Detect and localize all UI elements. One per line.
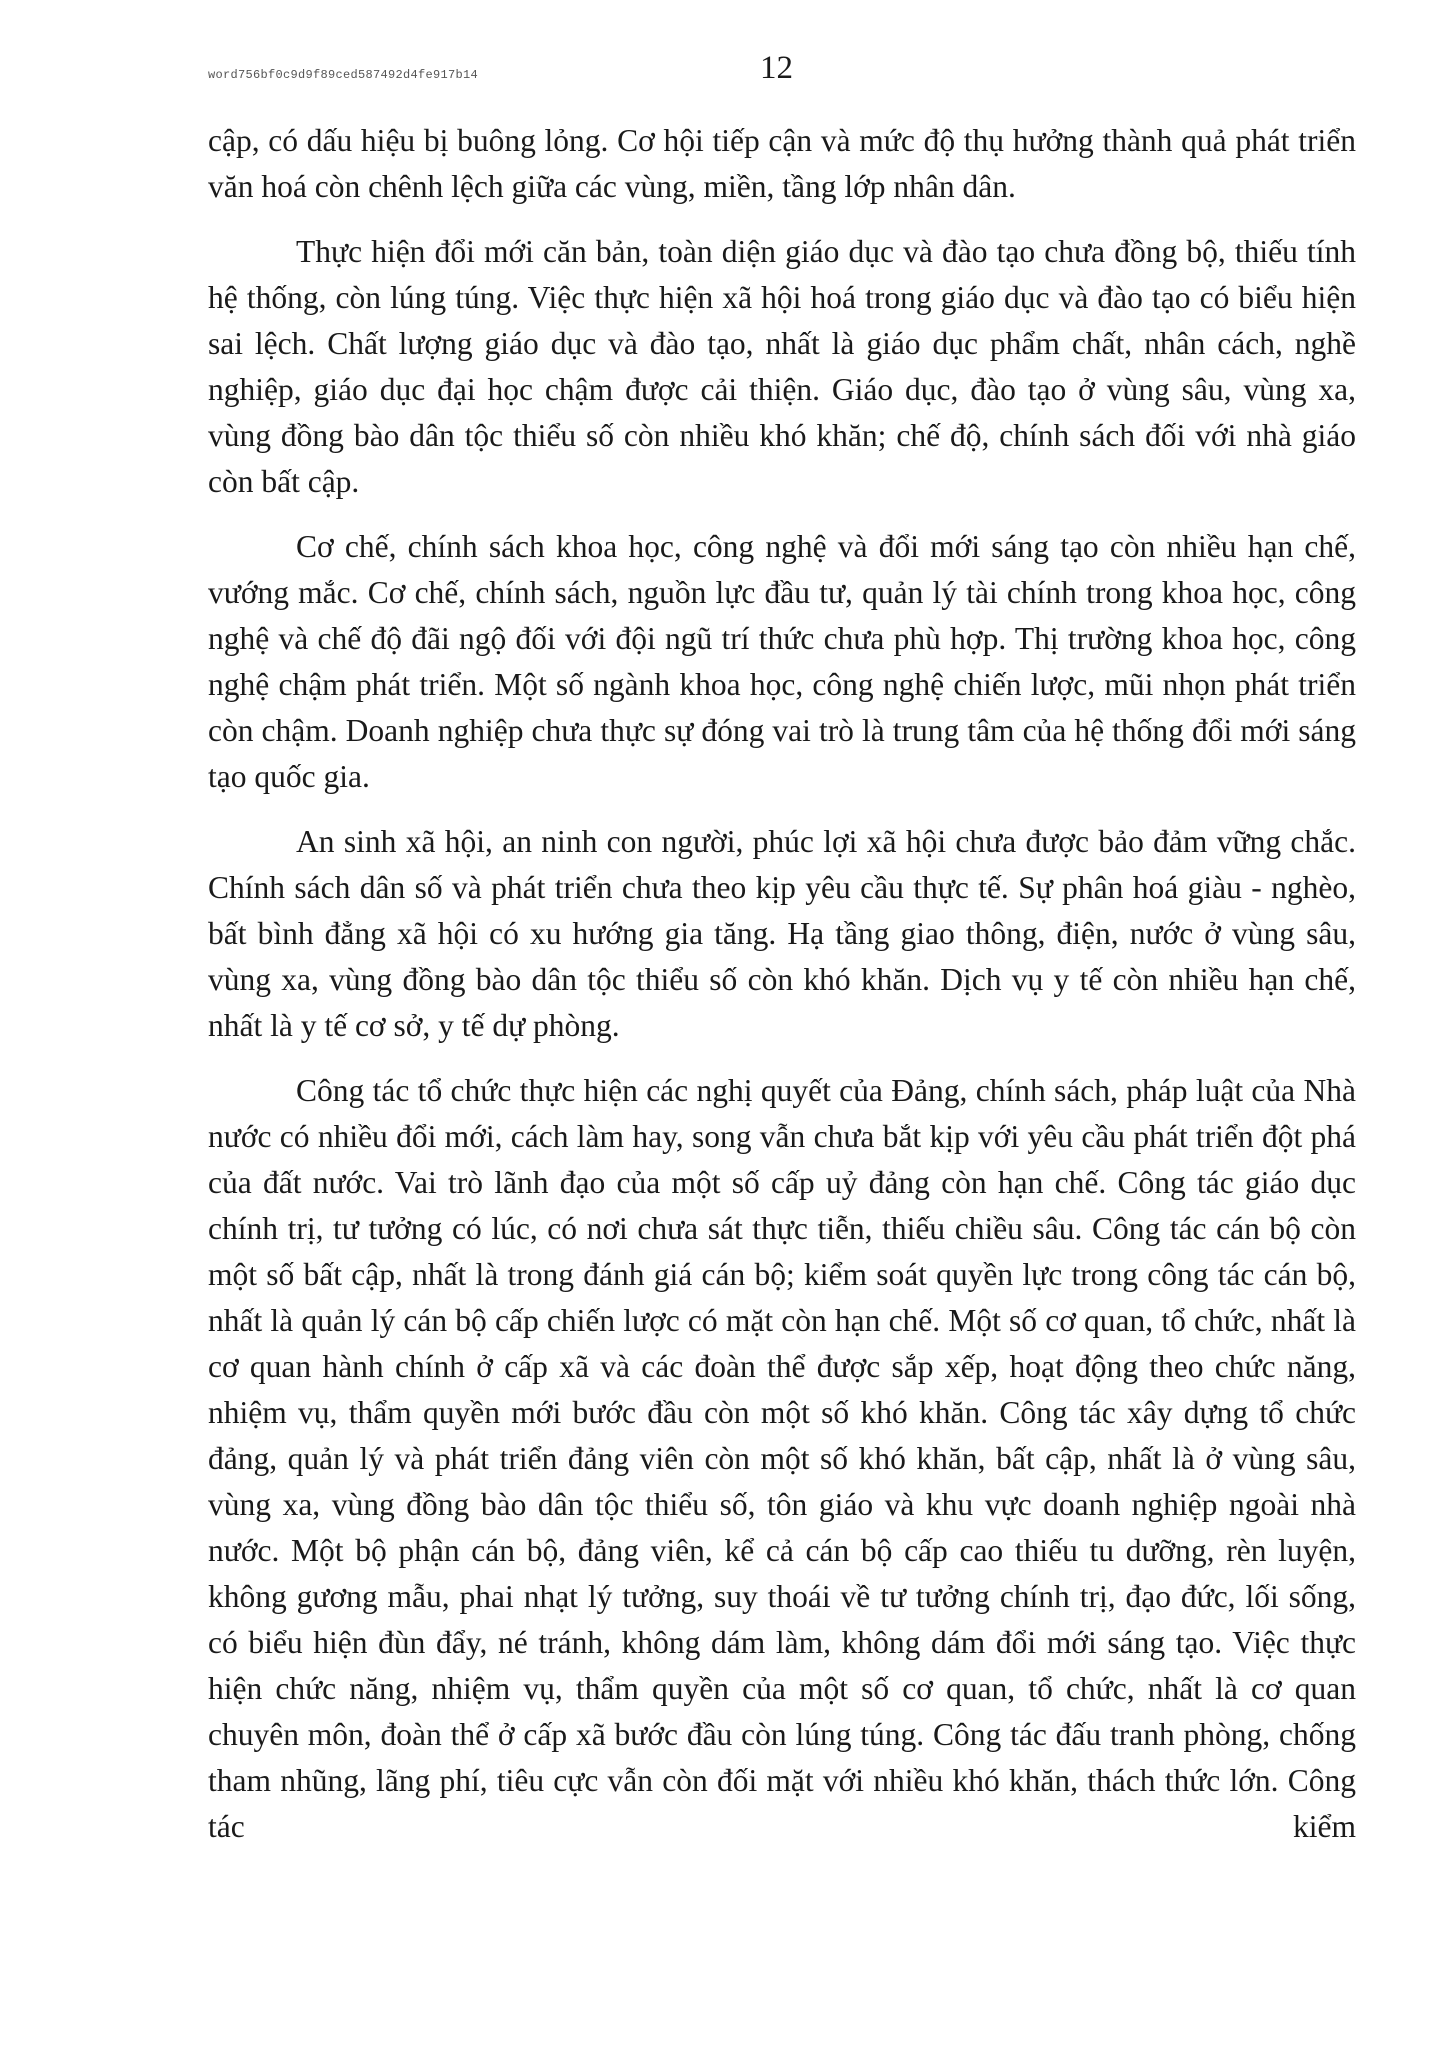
paragraph-education: Thực hiện đổi mới căn bản, toàn diện giáo dục và đào tạo chưa đồng bộ, thiếu tính hệ thống, còn lúng túng. Việc thực hiện xã hội hoá trong giáo dục và đào tạo có biểu hiện sai lệch. Chất lượng giáo dục và đào tạo, nhất là giáo dục phẩm chất, nhân cách, nghề nghiệp, giáo dục đại học chậm được cải thiện. Giáo dục, đào tạo ở vùng sâu, vùng xa, vùng đồng bào dân tộc thiểu số còn nhiều khó khăn; chế độ, chính sách đối với nhà giáo còn bất cập.	[208, 234, 1356, 499]
paragraph-science-technology: Cơ chế, chính sách khoa học, công nghệ và đổi mới sáng tạo còn nhiều hạn chế, vướng mắc. Cơ chế, chính sách, nguồn lực đầu tư, quản lý tài chính trong khoa học, công nghệ và chế độ đãi ngộ đối với đội ngũ trí thức chưa phù hợp. Thị trường khoa học, công nghệ chậm phát triển. Một số ngành khoa học, công nghệ chiến lược, mũi nhọn phát triển còn chậm. Doanh nghiệp chưa thực sự đóng vai trò là trung tâm của hệ thống đổi mới sáng tạo quốc gia.	[208, 529, 1356, 794]
document-body	[208, 118, 1356, 1850]
paragraph-continued: cập, có dấu hiệu bị buông lỏng. Cơ hội tiếp cận và mức độ thụ hưởng thành quả phát triển văn hoá còn chênh lệch giữa các vùng, miền, tầng lớp nhân dân.	[208, 123, 1356, 204]
paragraph-social-security: An sinh xã hội, an ninh con người, phúc lợi xã hội chưa được bảo đảm vững chắc. Chính sách dân số và phát triển chưa theo kịp yêu cầu thực tế. Sự phân hoá giàu - nghèo, bất bình đẳng xã hội có xu hướng gia tăng. Hạ tầng giao thông, điện, nước ở vùng sâu, vùng xa, vùng đồng bào dân tộc thiểu số còn khó khăn. Dịch vụ y tế còn nhiều hạn chế, nhất là y tế cơ sở, y tế dự phòng.	[208, 824, 1356, 1043]
document-id: word756bf0c9d9f89ced587492d4fe917b14	[208, 68, 479, 82]
paragraph-party-organization: Công tác tổ chức thực hiện các nghị quyết của Đảng, chính sách, pháp luật của Nhà nước có nhiều đổi mới, cách làm hay, song vẫn chưa bắt kịp với yêu cầu phát triển đột phá của đất nước. Vai trò lãnh đạo của một số cấp uỷ đảng còn hạn chế. Công tác giáo dục chính trị, tư tưởng có lúc, có nơi chưa sát thực tiễn, thiếu chiều sâu. Công tác cán bộ còn một số bất cập, nhất là trong đánh giá cán bộ; kiểm soát quyền lực trong công tác cán bộ, nhất là quản lý cán bộ cấp chiến lược có mặt còn hạn chế. Một số cơ quan, tổ chức, nhất là cơ quan hành chính ở cấp xã và các đoàn thể được sắp xếp, hoạt động theo chức năng, nhiệm vụ, thẩm quyền mới bước đầu còn một số khó khăn. Công tác xây dựng tổ chức đảng, quản lý và phát triển đảng viên còn một số khó khăn, bất cập, nhất là ở vùng sâu, vùng xa, vùng đồng bào dân tộc thiểu số, tôn giáo và khu vực doanh nghiệp ngoài nhà nước. Một bộ phận cán bộ, đảng viên, kể cả cán bộ cấp cao thiếu tu dưỡng, rèn luyện, không gương mẫu, phai nhạt lý tưởng, suy thoái về tư tưởng chính trị, đạo đức, lối sống, có biểu hiện đùn đẩy, né tránh, không dám làm, không dám đổi mới sáng tạo. Việc thực hiện chức năng, nhiệm vụ, thẩm quyền của một số cơ quan, tổ chức, nhất là cơ quan chuyên môn, đoàn thể ở cấp xã bước đầu còn lúng túng. Công tác đấu tranh phòng, chống tham nhũng, lãng phí, tiêu cực vẫn còn đối mặt với nhiều khó khăn, thách thức lớn. Công tác kiểm	[208, 1073, 1356, 1844]
page-number: 12	[760, 50, 793, 86]
